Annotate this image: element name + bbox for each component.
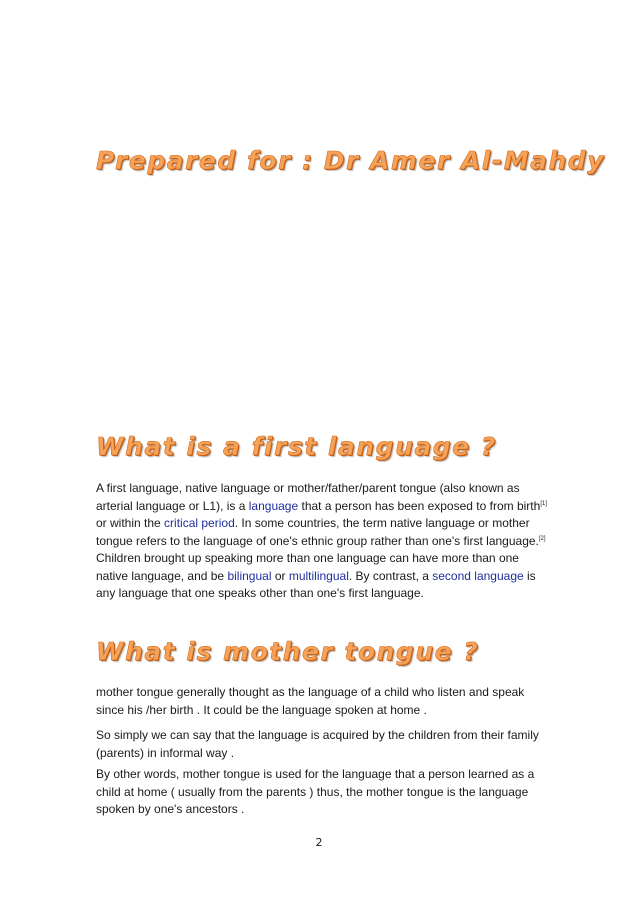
first-language-paragraph xyxy=(96,480,552,603)
text-segment: A first language, native language or mother/father/parent tongue (also known as arterial language or L1), is a xyxy=(96,481,520,513)
mother-tongue-paragraph-3: By other words, mother tongue is used for the language that a person learned as a child at home ( usually from the parents ) thus, the mother tongue is the language spoken by one's ancestors . xyxy=(96,767,535,816)
text-segment: or xyxy=(271,568,289,583)
prepared-for-heading: Prepared for : Dr Amer Al-Mahdy xyxy=(96,146,605,175)
reference-2[interactable]: [2] xyxy=(538,535,546,542)
reference-1[interactable]: [1] xyxy=(540,500,547,507)
link-bilingual[interactable]: bilingual xyxy=(227,568,272,583)
mother-tongue-heading: What is mother tongue ? xyxy=(96,637,480,666)
text-segment: . By contrast, a xyxy=(348,568,433,583)
link-critical-period[interactable]: critical period xyxy=(164,516,235,530)
first-language-heading: What is a first language ? xyxy=(96,432,497,461)
link-language[interactable]: language xyxy=(248,498,299,513)
mother-tongue-paragraph-2: So simply we can say that the language is acquired by the children from their family (parents) in informal way . xyxy=(96,728,539,760)
mother-tongue-paragraph-1: mother tongue generally thought as the language of a child who listen and speak since his /her birth . It could be the language spoken at home . xyxy=(96,685,525,717)
link-second-language[interactable]: second language xyxy=(432,568,524,583)
link-multilingual[interactable]: multilingual xyxy=(288,568,349,583)
text-segment: Children brought up speaking more than one language can have more than one native language, and be xyxy=(96,551,519,583)
text-segment: is any language that one speaks other than one's first language. xyxy=(96,568,536,600)
page-number: 2 xyxy=(315,836,323,849)
text-segment: that a person has been exposed to from birth xyxy=(298,498,541,513)
text-segment: . In some countries, the term native language or mother tongue refers to the language of one's ethnic group rather than one's first language. xyxy=(96,516,539,548)
text-segment: or within the xyxy=(96,516,165,530)
